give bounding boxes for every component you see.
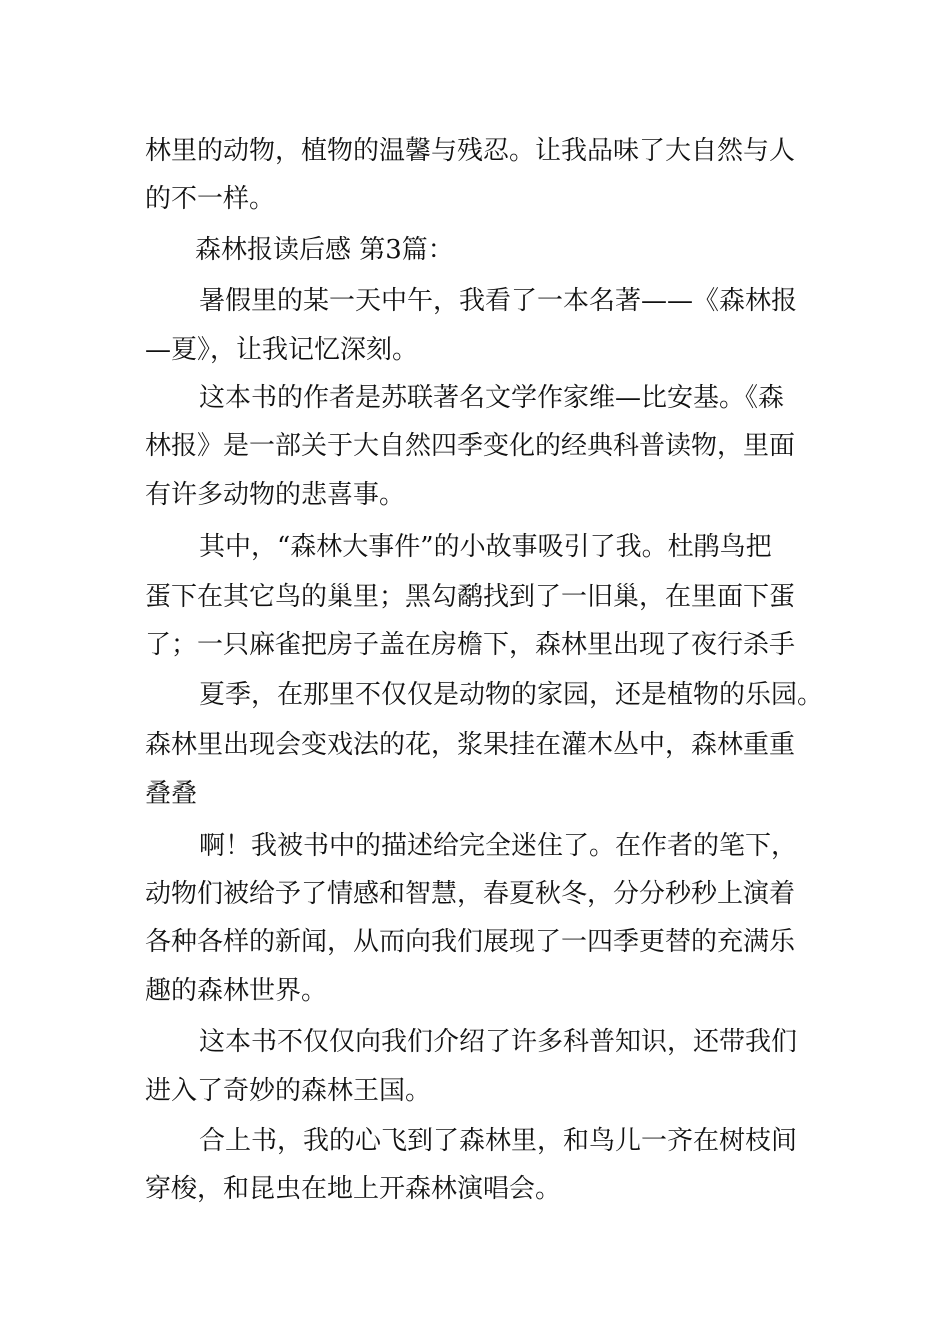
text-line: 进入了奇妙的森林王国。 — [145, 1076, 432, 1106]
text-line: 各种各样的新闻，从而向我们展现了一四季更替的充满乐 — [145, 927, 796, 957]
text-line: 森林里出现会变戏法的花，浆果挂在灌木丛中，森林重重 — [145, 730, 796, 760]
text-line: 夏季，在那里不仅仅是动物的家园，还是植物的乐园。 — [199, 680, 824, 710]
text-line: 林报》是一部关于大自然四季变化的经典科普读物，里面 — [145, 431, 796, 461]
text-line: 其中，“森林大事件”的小故事吸引了我。杜鹃鸟把 — [199, 532, 772, 562]
text-line: 这本书不仅仅向我们介绍了许多科普知识，还带我们 — [199, 1027, 798, 1057]
text-line: —夏》，让我记忆深刻。 — [145, 335, 419, 365]
text-line: 有许多动物的悲喜事。 — [145, 480, 406, 510]
text-line: 林里的动物，植物的温馨与残忍。让我品味了大自然与人 — [145, 136, 796, 166]
text-line: 了；一只麻雀把房子盖在房檐下，森林里出现了夜行杀手 — [145, 630, 796, 660]
text-line: 叠叠 — [145, 779, 198, 809]
text-line: 啊！我被书中的描述给完全迷住了。在作者的笔下， — [199, 831, 798, 861]
text-line: 的不一样。 — [145, 184, 276, 214]
text-line: 动物们被给予了情感和智慧，春夏秋冬，分分秒秒上演着 — [145, 879, 796, 909]
text-line: 暑假里的某一天中午，我看了一本名著——《森林报 — [199, 286, 798, 316]
section-heading: 森林报读后感 第3篇： — [195, 235, 454, 265]
text-line: 这本书的作者是苏联著名文学作家维—比安基。《森 — [199, 383, 785, 413]
text-line: 蛋下在其它鸟的巢里；黑勾鹬找到了一旧巢，在里面下蛋 — [145, 582, 796, 612]
text-line: 合上书，我的心飞到了森林里，和鸟儿一齐在树枝间 — [199, 1126, 798, 1156]
text-line: 穿梭，和昆虫在地上开森林演唱会。 — [145, 1174, 562, 1204]
text-line: 趣的森林世界。 — [145, 976, 328, 1006]
